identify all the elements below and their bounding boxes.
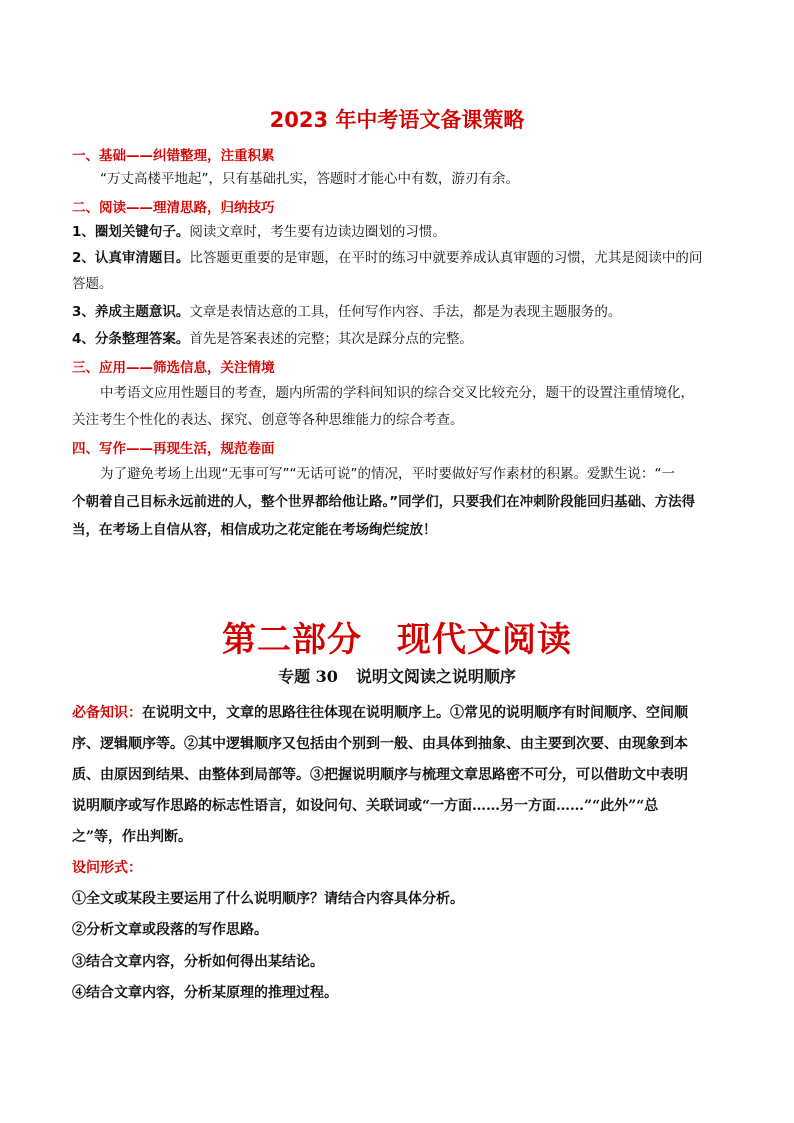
section-3-line-2: 关注考生个性化的表达、探究、创意等各种思维能力的综合考查。 bbox=[72, 412, 464, 428]
section-4-line-3: 当，在考场上自信从容，相信成功之花定能在考场绚烂绽放！ bbox=[72, 522, 437, 538]
question-item: ④结合文章内容，分析某原理的推理过程。 bbox=[72, 985, 338, 1001]
list-item: 3、养成主题意识。文章是表情达意的工具，任何写作内容、手法，都是为表现主题服务的。 bbox=[72, 304, 622, 320]
section-heading-4: 四、写作——再现生活，规范卷面 bbox=[72, 441, 275, 457]
list-item: 4、分条整理答案。首先是答案表述的完整；其次是踩分点的完整。 bbox=[72, 331, 473, 347]
section-4-line-2: 个朝着自己目标永远前进的人，整个世界都给他让路。”同学们，只要我们在冲刺阶段能回归基础、方法得 bbox=[72, 494, 696, 510]
list-item: 2、认真审清题目。比答题更重要的是审题，在平时的练习中就要养成认真审题的习惯，尤其是阅读中的问 bbox=[72, 250, 703, 266]
question-label: 设问形式： bbox=[72, 860, 142, 876]
knowledge-label: 必备知识： bbox=[72, 705, 142, 721]
section-heading-3: 三、应用——筛选信息，关注情境 bbox=[72, 360, 275, 376]
section-heading-1: 一、基础——纠错整理，注重积累 bbox=[72, 148, 275, 164]
section-heading-2: 二、阅读——理清思路，归纳技巧 bbox=[72, 200, 275, 216]
knowledge-line-2: 序、逻辑顺序等。②其中逻辑顺序又包括由个别到一般、由具体到抽象、由主要到次要、由现象到本 bbox=[72, 736, 688, 752]
section-1-paragraph: “万丈高楼平地起”，只有基础扎实，答题时才能心中有数，游刃有余。 bbox=[100, 171, 519, 187]
part-title: 第二部分 现代文阅读 bbox=[222, 620, 572, 660]
knowledge-line-3: 质、由原因到结果、由整体到局部等。③把握说明顺序与梳理文章思路密不可分，可以借助文中表明 bbox=[72, 767, 688, 783]
section-4-line-1: 为了避免考场上出现“无事可写”“无话可说”的情况，平时要做好写作素材的积累。爱默生说：“一 bbox=[100, 466, 675, 482]
topic-title: 专题 30 说明文阅读之说明顺序 bbox=[278, 667, 516, 686]
page-title: 2023 年中考语文备课策略 bbox=[269, 108, 525, 132]
list-item-continuation: 答题。 bbox=[72, 276, 113, 292]
question-item: ③结合文章内容，分析如何得出某结论。 bbox=[72, 954, 324, 970]
knowledge-line-5: 之”等，作出判断。 bbox=[72, 829, 193, 845]
question-item: ②分析文章或段落的写作思路。 bbox=[72, 922, 268, 938]
knowledge-line-1: 必备知识：在说明文中，文章的思路往往体现在说明顺序上。①常见的说明顺序有时间顺序、空间顺 bbox=[72, 705, 688, 721]
knowledge-line-4: 说明顺序或写作思路的标志性语言，如设问句、关联词或“一方面……另一方面……”“此外”“总 bbox=[72, 798, 659, 814]
question-item: ①全文或某段主要运用了什么说明顺序？请结合内容具体分析。 bbox=[72, 891, 464, 907]
list-item: 1、圈划关键句子。阅读文章时，考生要有边读边圈划的习惯。 bbox=[72, 224, 446, 240]
section-3-line-1: 中考语文应用性题目的考查，题内所需的学科间知识的综合交叉比较充分，题干的设置注重情境化， bbox=[100, 385, 694, 401]
